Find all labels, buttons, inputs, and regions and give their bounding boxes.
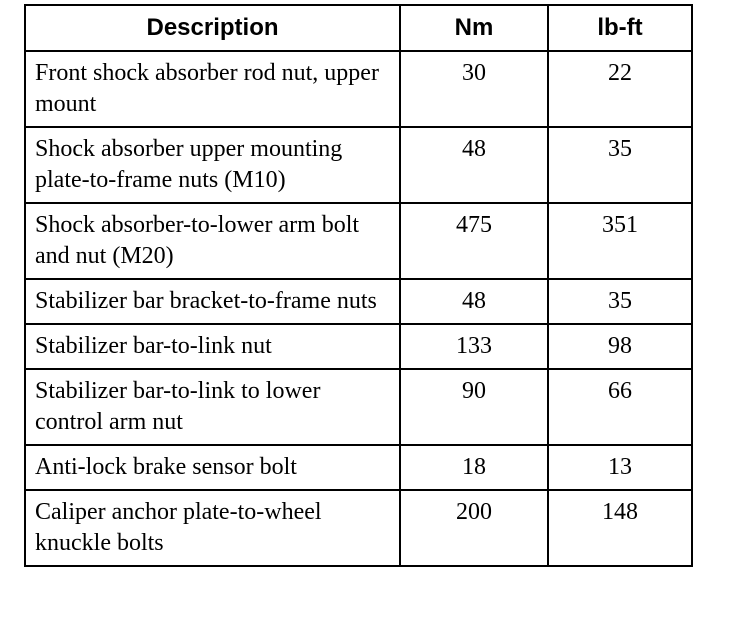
- description-cell: Stabilizer bar-to-link nut: [25, 324, 400, 369]
- header-nm: Nm: [400, 5, 548, 51]
- table-header: [25, 5, 692, 51]
- table-row: [25, 324, 692, 369]
- nm-cell: 200: [400, 490, 548, 566]
- lbft-cell: 13: [548, 445, 692, 490]
- lbft-cell: 35: [548, 127, 692, 203]
- nm-cell: 30: [400, 51, 548, 127]
- lbft-cell: 351: [548, 203, 692, 279]
- lbft-cell: 22: [548, 51, 692, 127]
- nm-cell: 475: [400, 203, 548, 279]
- description-cell: Caliper anchor plate-to-wheel knuckle bolts: [25, 490, 400, 566]
- lbft-cell: 148: [548, 490, 692, 566]
- table-row: [25, 127, 692, 203]
- header-row: [25, 5, 692, 51]
- header-description: Description: [25, 5, 400, 51]
- description-cell: Shock absorber upper mounting plate-to-frame nuts (M10): [25, 127, 400, 203]
- description-cell: Stabilizer bar-to-link to lower control arm nut: [25, 369, 400, 445]
- table-row: [25, 369, 692, 445]
- table-row: [25, 203, 692, 279]
- torque-spec-table: [24, 4, 693, 567]
- description-cell: Anti-lock brake sensor bolt: [25, 445, 400, 490]
- nm-cell: 48: [400, 279, 548, 324]
- nm-cell: 133: [400, 324, 548, 369]
- description-cell: Shock absorber-to-lower arm bolt and nut (M20): [25, 203, 400, 279]
- lbft-cell: 35: [548, 279, 692, 324]
- table-row: [25, 490, 692, 566]
- description-cell: Stabilizer bar bracket-to-frame nuts: [25, 279, 400, 324]
- header-lbft: lb-ft: [548, 5, 692, 51]
- nm-cell: 90: [400, 369, 548, 445]
- table-body: [25, 51, 692, 566]
- table-row: [25, 51, 692, 127]
- nm-cell: 48: [400, 127, 548, 203]
- lbft-cell: 66: [548, 369, 692, 445]
- nm-cell: 18: [400, 445, 548, 490]
- lbft-cell: 98: [548, 324, 692, 369]
- table-row: [25, 445, 692, 490]
- table-row: [25, 279, 692, 324]
- description-cell: Front shock absorber rod nut, upper mount: [25, 51, 400, 127]
